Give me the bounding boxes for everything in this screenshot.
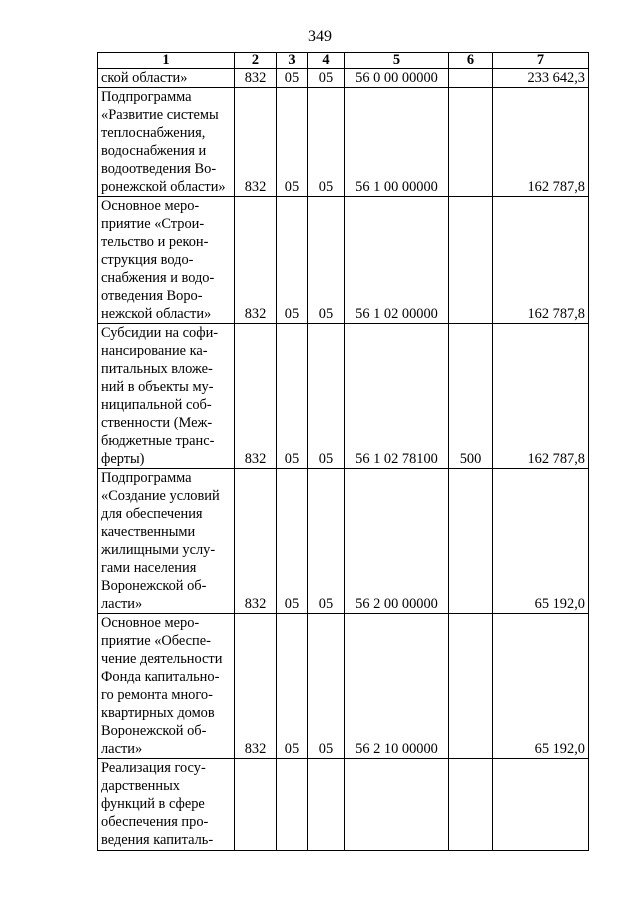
cell-amount: 162 787,8 <box>493 197 589 324</box>
column-header: 4 <box>308 53 345 69</box>
cell-expense-type: 500 <box>449 324 493 469</box>
table-row <box>98 614 589 759</box>
cell-expense-type <box>449 88 493 197</box>
page-number: 349 <box>308 28 332 45</box>
cell-target-article: 56 1 00 00000 <box>345 88 449 197</box>
row-name: Подпрограмма «Создание условий для обеспечения качественными жилищными услу- гами населения Воронежской об- ласти» <box>98 469 235 614</box>
cell-subsection: 05 <box>308 469 345 614</box>
cell-code: 832 <box>235 69 277 88</box>
row-name: Реализация госу- дарственных функций в сфере обеспечения про- ведения капиталь- <box>98 759 235 851</box>
cell-amount: 65 192,0 <box>493 614 589 759</box>
cell-code: 832 <box>235 88 277 197</box>
table-row <box>98 88 589 197</box>
cell-amount <box>493 759 589 851</box>
cell-expense-type <box>449 759 493 851</box>
cell-section: 05 <box>277 197 308 324</box>
table-row <box>98 324 589 469</box>
cell-code: 832 <box>235 197 277 324</box>
table-row <box>98 197 589 324</box>
cell-section: 05 <box>277 324 308 469</box>
column-header: 2 <box>235 53 277 69</box>
cell-section: 05 <box>277 88 308 197</box>
row-name: Основное меро- приятие «Обеспе- чение деятельности Фонда капитально- го ремонта много- квартирных домов Воронежской об- ласти» <box>98 614 235 759</box>
column-header: 6 <box>449 53 493 69</box>
row-name: Субсидии на софи- нансирование ка- питальных вложе- ний в объекты му- ниципальной соб- ственности (Меж- бюджетные транс- ферты) <box>98 324 235 469</box>
cell-subsection <box>308 759 345 851</box>
row-name: Подпрограмма «Развитие системы теплоснабжения, водоснабжения и водоотведения Во- ронежской области» <box>98 88 235 197</box>
row-name: ской области» <box>98 69 235 88</box>
cell-amount: 65 192,0 <box>493 469 589 614</box>
cell-code: 832 <box>235 469 277 614</box>
cell-target-article: 56 1 02 00000 <box>345 197 449 324</box>
cell-subsection: 05 <box>308 614 345 759</box>
cell-target-article <box>345 759 449 851</box>
cell-amount: 233 642,3 <box>493 69 589 88</box>
cell-code: 832 <box>235 614 277 759</box>
cell-target-article: 56 1 02 78100 <box>345 324 449 469</box>
cell-expense-type <box>449 614 493 759</box>
table-row <box>98 469 589 614</box>
cell-subsection: 05 <box>308 324 345 469</box>
cell-target-article: 56 0 00 00000 <box>345 69 449 88</box>
cell-section: 05 <box>277 69 308 88</box>
table-row <box>98 759 589 851</box>
cell-expense-type <box>449 69 493 88</box>
row-name: Основное меро- приятие «Строи- тельство и рекон- струкция водо- снабжения и водо- отведения Воро- нежской области» <box>98 197 235 324</box>
cell-subsection: 05 <box>308 197 345 324</box>
cell-subsection: 05 <box>308 69 345 88</box>
table-header-row <box>98 53 589 69</box>
cell-amount: 162 787,8 <box>493 324 589 469</box>
table-row <box>98 69 589 88</box>
column-header: 7 <box>493 53 589 69</box>
column-header: 1 <box>98 53 235 69</box>
cell-code: 832 <box>235 324 277 469</box>
budget-table <box>97 52 589 851</box>
cell-target-article: 56 2 00 00000 <box>345 469 449 614</box>
cell-code <box>235 759 277 851</box>
column-header: 5 <box>345 53 449 69</box>
cell-section <box>277 759 308 851</box>
cell-subsection: 05 <box>308 88 345 197</box>
cell-target-article: 56 2 10 00000 <box>345 614 449 759</box>
cell-section: 05 <box>277 469 308 614</box>
cell-amount: 162 787,8 <box>493 88 589 197</box>
cell-expense-type <box>449 469 493 614</box>
cell-section: 05 <box>277 614 308 759</box>
column-header: 3 <box>277 53 308 69</box>
cell-expense-type <box>449 197 493 324</box>
